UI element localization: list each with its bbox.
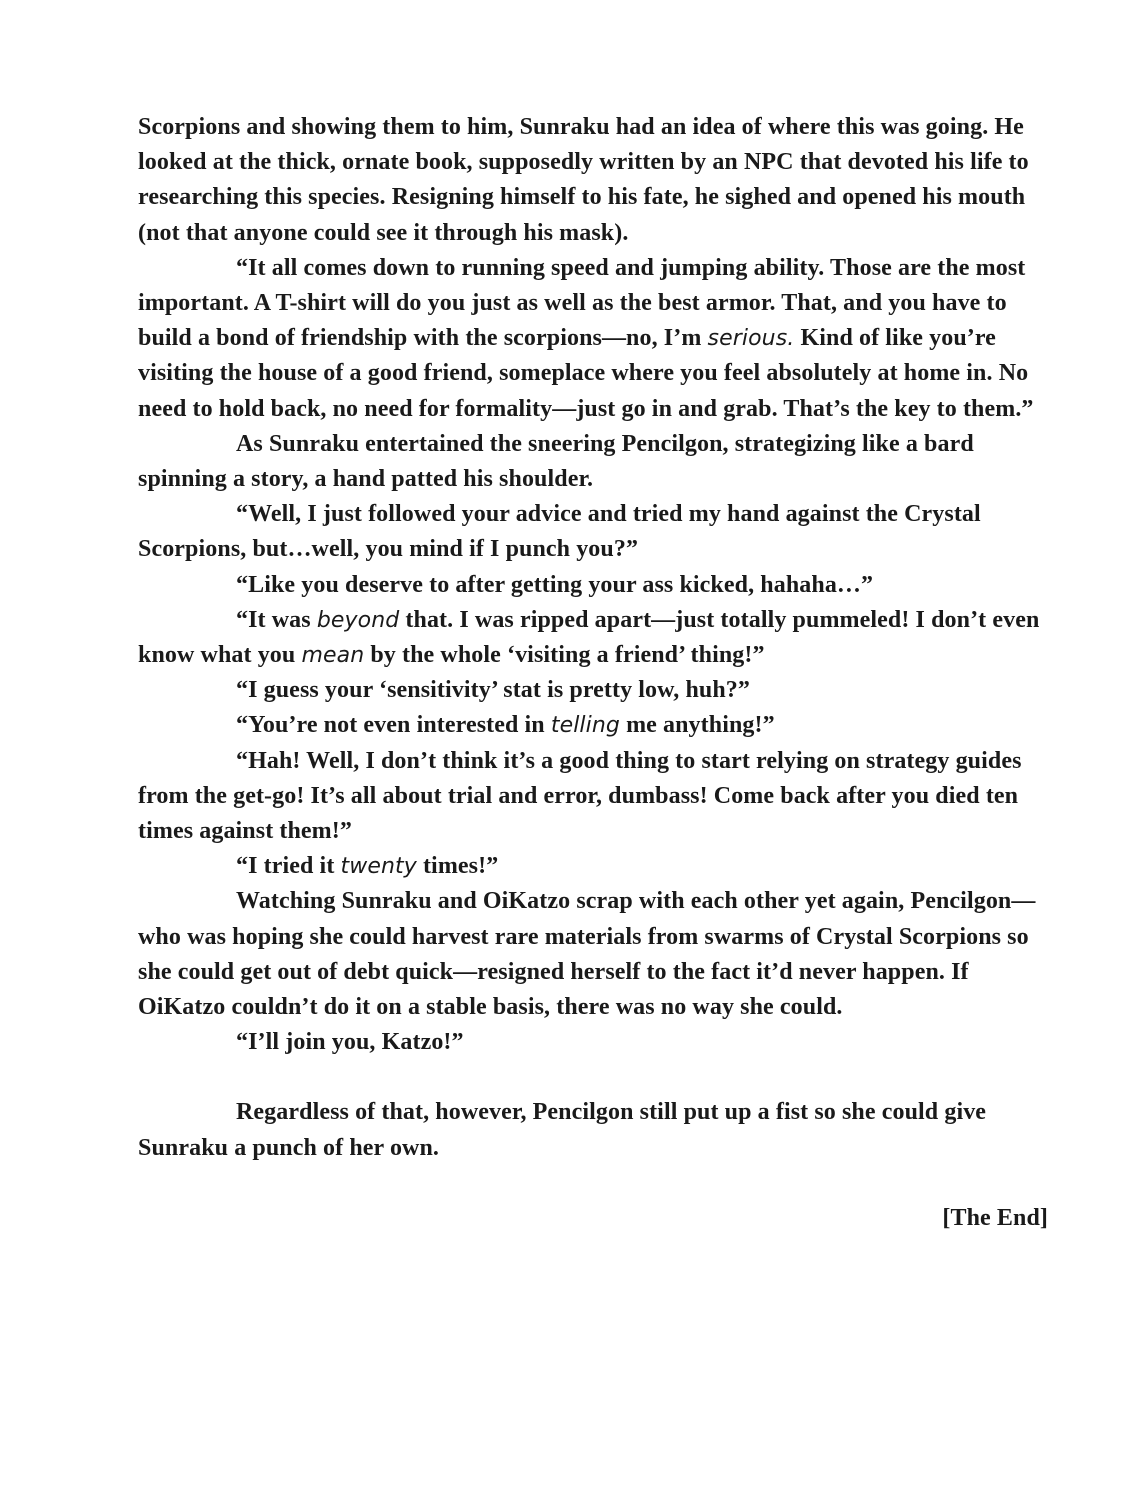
text-segment: “You’re not even interested in [236, 712, 551, 739]
text-segment: Regardless of that, however, Pencilgon still put up a fist so she could give Sunraku a punch of her own. [138, 1099, 987, 1161]
text-segment: that. I was ripped apart—just totally pummeled! I don’t even know what you [138, 606, 1040, 669]
italic-segment: telling [550, 713, 620, 739]
paragraph-11 [138, 884, 1048, 1025]
text-segment: “I tried it [236, 853, 341, 880]
end-mark: [The End] [942, 1204, 1048, 1231]
text-segment: Watching Sunraku and OiKatzo scrap with each other yet again, Pencilgon—who was hoping she could harvest rare materials from swarms of Crystal Scorpions so she could get out of debt quick—resigned herself to the fact it’d never happen. If OiKatzo couldn’t do it on a stable basis, there was no way she could. [138, 888, 1036, 1021]
text-segment: “I’ll join you, Katzo!” [236, 1029, 464, 1056]
text-segment: Scorpions and showing them to him, Sunraku had an idea of where this was going. He looked at the thick, ornate book, supposedly written by an NPC that devoted his life to researching this species. Resigning himself to his fate, he sighed and opened his mouth (not that anyone could see it through his mask). [138, 114, 1029, 246]
text-segment: “It was [236, 606, 317, 633]
paragraph-1 [138, 110, 1048, 251]
text-segment: As Sunraku entertained the sneering Pencilgon, strategizing like a bard spinning a story, a hand patted his shoulder. [138, 430, 974, 493]
paragraph-8 [138, 708, 1048, 743]
paragraph-5 [138, 568, 1048, 603]
paragraph-7 [138, 673, 1048, 708]
paragraph-10 [138, 849, 1048, 884]
paragraph-12 [138, 1025, 1048, 1060]
text-segment: “Like you deserve to after getting your ass kicked, hahaha…” [236, 571, 874, 598]
italic-segment: mean [301, 643, 365, 669]
italic-segment: twenty [340, 854, 417, 880]
paragraph-3 [138, 427, 1048, 497]
text-segment: “Well, I just followed your advice and tried my hand against the Crystal Scorpions, but…well, you mind if I punch you?” [138, 501, 981, 563]
paragraph-4 [138, 497, 1048, 567]
paragraph-9 [138, 744, 1048, 850]
page-body [138, 110, 1048, 1236]
text-segment: “Hah! Well, I don’t think it’s a good thing to start relying on strategy guides from the get-go! It’s all about trial and error, dumbass! Come back after you died ten times against them!” [138, 747, 1022, 845]
text-segment: Kind of like you’re visiting the house of a good friend, someplace where you feel absolutely at home in. No need to hold back, no need for formality—just go in and grab. That’s the key to them.” [138, 325, 1034, 422]
text-segment: “It all comes down to running speed and jumping ability. Those are the most important. A T-shirt will do you just as well as the best armor. That, and you have to build a bond of friendship with the scorpions—no, I’m [138, 254, 1026, 352]
italic-segment: serious. [707, 326, 795, 352]
text-segment: times!” [416, 853, 499, 880]
italic-segment: beyond [316, 607, 400, 633]
paragraph-2 [138, 251, 1048, 427]
text-segment: by the whole ‘visiting a friend’ thing!” [364, 642, 765, 669]
paragraph-6 [138, 603, 1048, 673]
text-segment: me anything!” [619, 712, 775, 739]
text-segment: “I guess your ‘sensitivity’ stat is pretty low, huh?” [236, 677, 751, 704]
paragraph-13 [138, 1095, 1048, 1165]
